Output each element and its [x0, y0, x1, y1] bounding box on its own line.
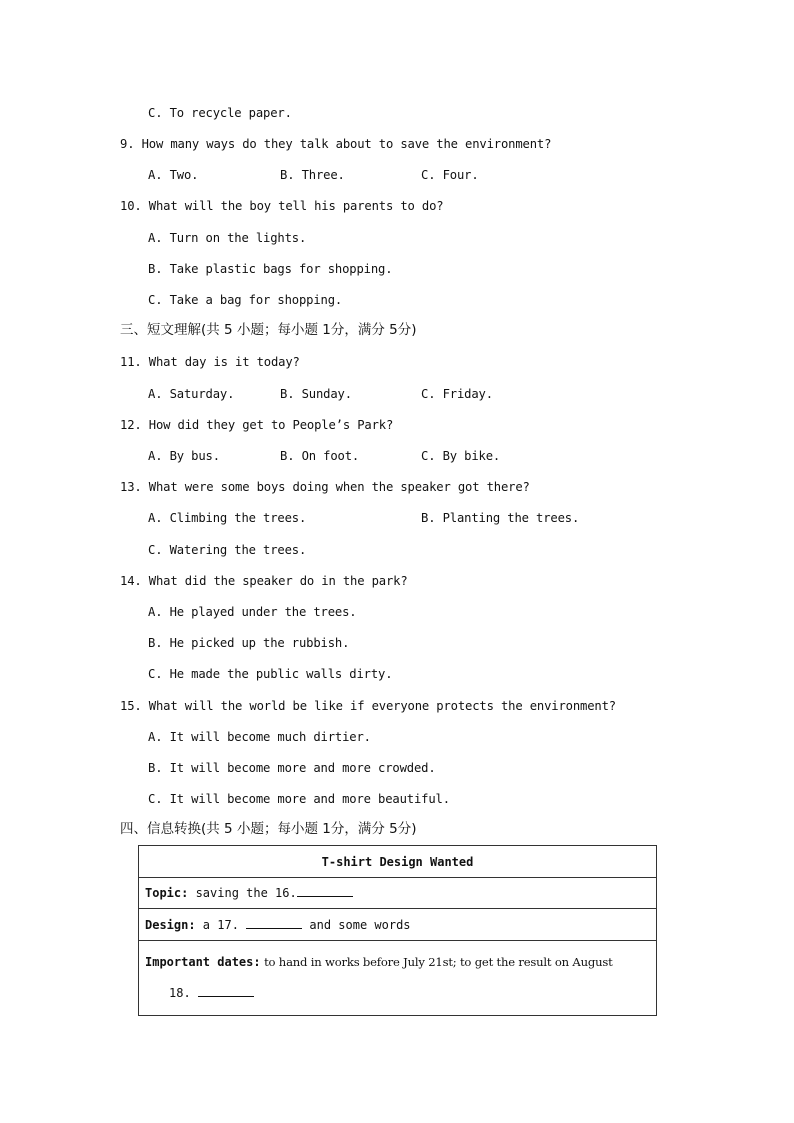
blank-16[interactable]: [297, 886, 353, 897]
blank-18[interactable]: [198, 986, 254, 997]
q14-option-c: C. He made the public walls dirty.: [148, 667, 393, 681]
q10-option-c: C. Take a bag for shopping.: [148, 293, 343, 307]
q13-option-b: B. Planting the trees.: [421, 511, 580, 525]
q11-question: 11. What day is it today?: [120, 355, 300, 369]
topic-label: Topic:: [145, 886, 189, 900]
q15-question: 15. What will the world be like if everyone protects the environment?: [120, 699, 616, 713]
q10-option-a: A. Turn on the lights.: [148, 231, 307, 245]
q11-option-b: B. Sunday.: [280, 387, 352, 401]
q13-question: 13. What were some boys doing when the speaker got there?: [120, 480, 530, 494]
q12-question: 12. How did they get to People’s Park?: [120, 418, 394, 432]
q14-question: 14. What did the speaker do in the park?: [120, 574, 408, 588]
design-text: a 17.: [195, 917, 247, 932]
q13-option-a: A. Climbing the trees.: [148, 511, 307, 525]
q8-option-c: C. To recycle paper.: [148, 106, 292, 120]
info-transfer-table: [138, 845, 657, 1016]
design-row: [139, 909, 657, 941]
design-after: and some words: [302, 917, 411, 932]
dates-text: to hand in works before July 21st; to get the result on August: [260, 955, 613, 969]
q10-question: 10. What will the boy tell his parents to do?: [120, 199, 444, 213]
q9-option-a: A. Two.: [148, 168, 199, 182]
topic-text: saving the 16.: [188, 886, 297, 900]
section-4-title: 四、信息转换(共 5 小题；每小题 1分，满分 5分): [120, 821, 417, 837]
section-3-title: 三、短文理解(共 5 小题；每小题 1分，满分 5分): [120, 322, 417, 338]
q14-option-b: B. He picked up the rubbish.: [148, 636, 350, 650]
q9-option-b: B. Three.: [280, 168, 345, 182]
q15-option-c: C. It will become more and more beautiful.: [148, 792, 450, 806]
q12-option-a: A. By bus.: [148, 449, 220, 463]
q9-option-c: C. Four.: [421, 168, 479, 182]
q12-option-b: B. On foot.: [280, 449, 360, 463]
q9-question: 9. How many ways do they talk about to save the environment?: [120, 137, 552, 151]
q15-option-b: B. It will become more and more crowded.: [148, 761, 436, 775]
dates-row: [139, 941, 657, 1016]
q10-option-b: B. Take plastic bags for shopping.: [148, 262, 393, 276]
q14-option-a: A. He played under the trees.: [148, 605, 357, 619]
q11-option-c: C. Friday.: [421, 387, 493, 401]
q11-option-a: A. Saturday.: [148, 387, 235, 401]
dates-num: 18.: [169, 986, 198, 1000]
topic-row: [139, 878, 657, 909]
q13-option-c: C. Watering the trees.: [148, 543, 307, 557]
dates-label: Important dates:: [145, 955, 261, 969]
table-title: T-shirt Design Wanted: [139, 846, 657, 878]
q15-option-a: A. It will become much dirtier.: [148, 730, 371, 744]
blank-17[interactable]: [246, 918, 302, 929]
q12-option-c: C. By bike.: [421, 449, 501, 463]
design-label: Design:: [145, 917, 196, 932]
